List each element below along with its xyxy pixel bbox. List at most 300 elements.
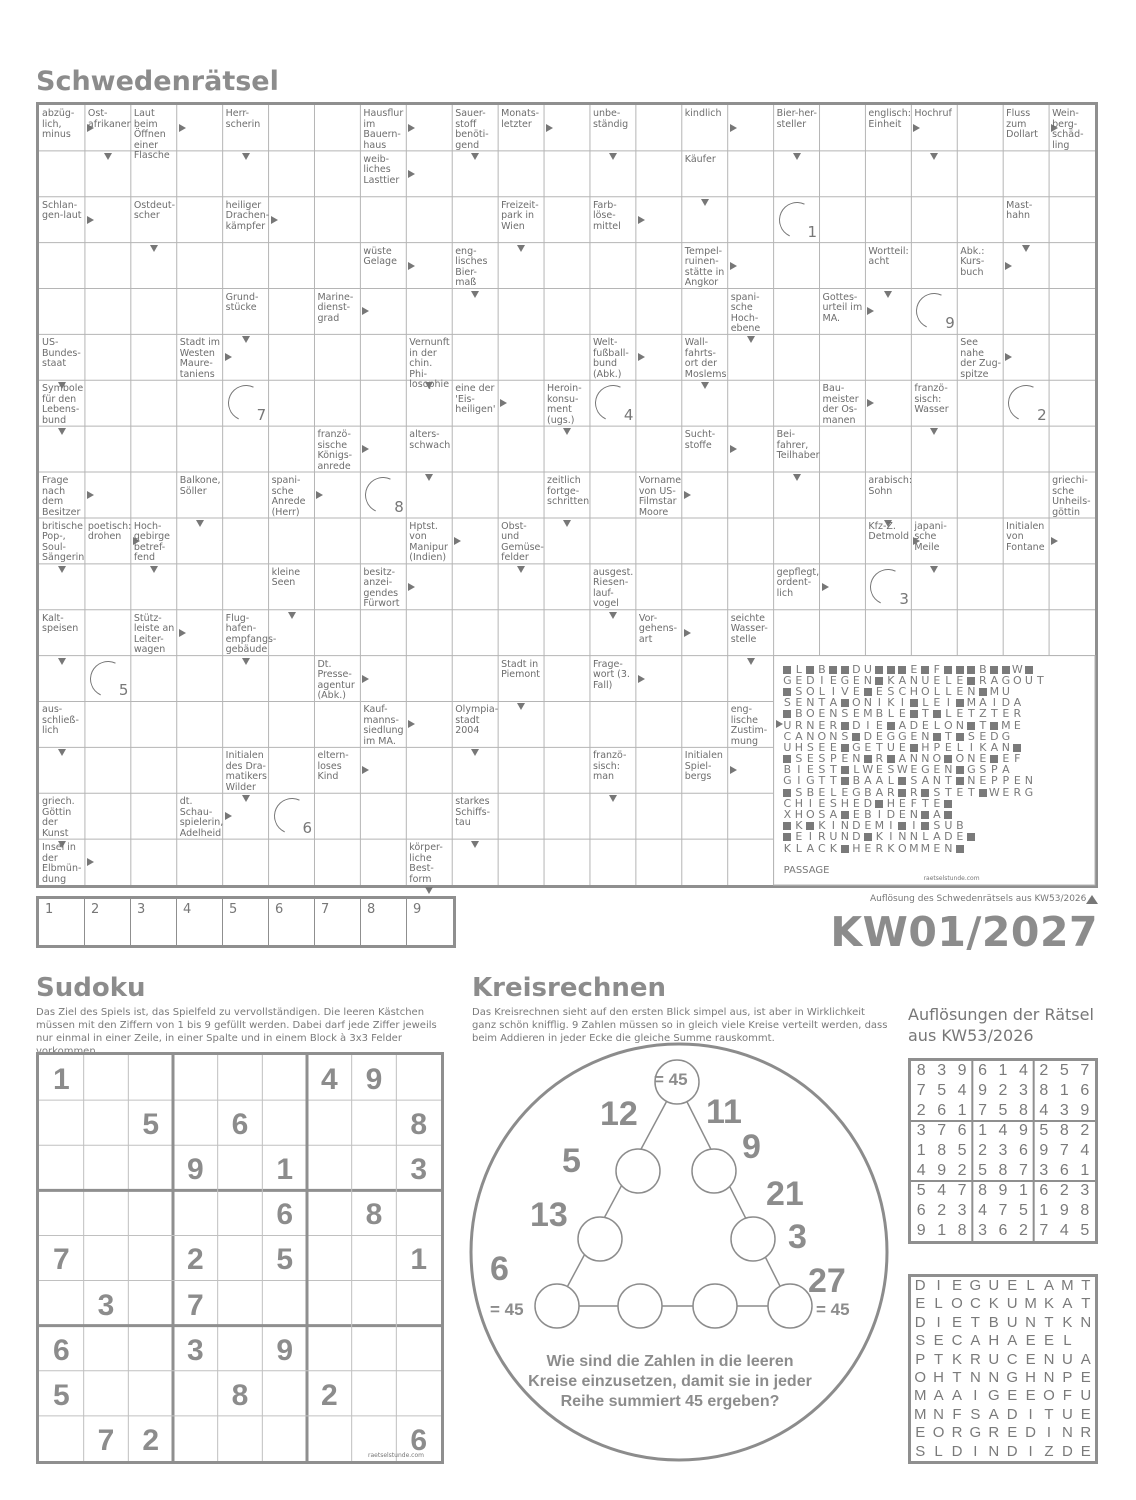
- code-cell[interactable]: 6: [269, 899, 315, 945]
- clue-arrow-icon: [87, 858, 94, 866]
- clue-arrow-icon: [867, 307, 874, 315]
- code-cell[interactable]: 3: [131, 899, 177, 945]
- kr-number: 9: [742, 1128, 761, 1166]
- clue-cell: heiliger Drachen-kämpfer: [225, 199, 270, 232]
- wordsearch-solution-cell: O: [914, 1369, 927, 1386]
- sudoku-solution-cell: 5: [916, 1182, 926, 1199]
- wordsearch-solution-cell: R: [969, 1350, 981, 1368]
- sudoku-solution-cell: 1: [957, 1102, 967, 1119]
- sudoku-grid[interactable]: [36, 1052, 444, 1464]
- wordsearch-solution-cell: B: [988, 1313, 999, 1331]
- wordsearch-solution-cell: E: [1007, 1277, 1018, 1294]
- wordsearch-solution-cell: M: [913, 1387, 927, 1405]
- clue-cell: Initialen von Fontane: [1006, 520, 1045, 553]
- sudoku-given: 7: [97, 1423, 115, 1457]
- clue-arrow-icon: [471, 841, 479, 848]
- clue-arrow-icon: [563, 520, 571, 527]
- clue-cell: wüste Gelage: [363, 245, 397, 268]
- sudoku-solution-cell: 7: [937, 1122, 947, 1139]
- clue-cell: Stadt in Piemont: [501, 658, 540, 681]
- sudoku-solution-cell: 3: [998, 1142, 1008, 1159]
- sudoku-solution-cell: 2: [1080, 1122, 1090, 1139]
- clue-arrow-icon: [425, 474, 433, 481]
- sudoku-given: 1: [52, 1063, 70, 1096]
- clue-arrow-icon: [408, 720, 415, 728]
- sudoku-solution-cell: 2: [1039, 1062, 1049, 1079]
- sudoku-solution-cell: 1: [978, 1122, 987, 1139]
- clue-arrow-icon: [196, 520, 204, 527]
- clue-cell: Schlan-gen-laut: [42, 199, 82, 222]
- clue-cell: britische Pop-, Soul-Sängerin: [42, 520, 85, 564]
- sudoku-title: Sudoku: [36, 973, 146, 1003]
- sudoku-given: 4: [320, 1063, 338, 1096]
- clue-cell: weib-liches Lasttier: [363, 153, 400, 186]
- wordsearch-solution-cell: I: [1028, 1442, 1033, 1460]
- clue-arrow-icon: [1022, 245, 1030, 252]
- sudoku-solution-cell: 3: [978, 1222, 987, 1239]
- sudoku-solution-cell: 8: [937, 1142, 947, 1159]
- sudoku-given: 5: [276, 1243, 293, 1277]
- sudoku-solution-cell: 2: [978, 1142, 987, 1159]
- clue-arrow-icon: [609, 795, 617, 802]
- sudoku-solution-cell: 8: [978, 1182, 987, 1199]
- wordsearch-solution-cell: C: [951, 1332, 963, 1350]
- sudoku-solution-cell: 5: [1018, 1202, 1028, 1219]
- wordsearch-solution-cell: N: [1061, 1424, 1073, 1442]
- sudoku-solution-cell: 1: [916, 1142, 926, 1159]
- wordsearch-solution-cell: T: [952, 1369, 962, 1386]
- solution-code-boxes: [36, 896, 456, 948]
- sudoku-solution-cell: 4: [957, 1082, 967, 1099]
- code-cell[interactable]: 2: [85, 899, 131, 945]
- sudoku-solution-cell: 7: [957, 1182, 967, 1199]
- answer-circle: [693, 1284, 737, 1328]
- wordsearch-solution-cell: K: [1043, 1295, 1054, 1313]
- code-cell[interactable]: 4: [177, 899, 223, 945]
- wordsearch-solution-cell: I: [1028, 1405, 1033, 1423]
- sudoku-given: 3: [186, 1333, 204, 1367]
- wordsearch-solution-cell: K: [988, 1295, 999, 1313]
- clue-arrow-icon: [747, 658, 755, 665]
- sudoku-given: 9: [365, 1063, 383, 1096]
- sudoku-given: 1: [276, 1153, 293, 1187]
- clue-cell: See nahe der Zug-spitze: [960, 337, 1002, 380]
- clue-arrow-icon: [867, 399, 874, 407]
- clue-arrow-icon: [454, 537, 461, 545]
- wordsearch-solution-cell: T: [970, 1313, 980, 1331]
- clue-arrow-icon: [563, 428, 571, 435]
- wordsearch-solution-cell: I: [936, 1277, 941, 1294]
- wordsearch-solution-cell: D: [1061, 1442, 1073, 1460]
- solution-row: X H O S A E B I D E N A: [782, 809, 1047, 820]
- sudoku-solution-cell: 6: [1039, 1182, 1049, 1199]
- sudoku-given: 7: [52, 1243, 70, 1277]
- clue-arrow-icon: [150, 245, 158, 252]
- clue-arrow-icon: [638, 675, 645, 683]
- wordsearch-solution-cell: D: [914, 1313, 926, 1331]
- wordsearch-solution-cell: E: [1025, 1387, 1036, 1405]
- code-cell[interactable]: 8: [361, 899, 407, 945]
- clue-cell: Mast-hahn: [1006, 199, 1033, 222]
- wordsearch-solution-cell: D: [1025, 1424, 1036, 1442]
- sudoku-given: 5: [52, 1378, 70, 1412]
- wordsearch-solution-cell: N: [933, 1405, 944, 1423]
- wordsearch-solution-cell: A: [988, 1405, 999, 1423]
- wordsearch-solution-cell: T: [1081, 1277, 1091, 1294]
- clue-arrow-icon: [408, 170, 415, 178]
- wordsearch-solution-cell: H: [988, 1332, 1000, 1350]
- wordsearch-solution-cell: M: [913, 1405, 927, 1423]
- sudoku-solution-cell: 2: [957, 1162, 967, 1179]
- clue-cell: Flug-hafen-empfangs-gebäude: [225, 612, 277, 656]
- sudoku-given: 8: [231, 1378, 249, 1412]
- sudoku-solution-cell: 7: [998, 1202, 1008, 1219]
- clue-arrow-icon: [362, 766, 369, 774]
- sudoku-solution-cell: 7: [916, 1082, 926, 1099]
- wordsearch-solution-cell: U: [1061, 1405, 1073, 1423]
- clue-cell: Hoch-gebirge betref-fend: [133, 520, 170, 564]
- clue-arrow-icon: [930, 566, 938, 573]
- sudoku-solution-cell: 5: [1080, 1222, 1090, 1239]
- sudoku-solution-cell: 1: [1018, 1182, 1028, 1199]
- solution-row: U H S E E G E T U E H P E L I K A N: [782, 742, 1047, 753]
- wordsearch-solution-cell: E: [915, 1295, 926, 1313]
- clue-arrow-icon: [730, 445, 737, 453]
- clue-arrow-icon: [87, 491, 94, 499]
- clue-cell: US-Bundes-staat: [42, 337, 81, 370]
- sudoku-solution-cell: 4: [916, 1162, 926, 1179]
- clue-cell: Fluss zum Dollart: [1006, 108, 1039, 140]
- clue-arrow-icon: [517, 703, 525, 710]
- wordsearch-solution-cell: D: [1006, 1442, 1018, 1460]
- clue-arrow-icon: [500, 399, 507, 407]
- sudoku-solution-cell: 9: [937, 1162, 947, 1179]
- kr-number: 27: [808, 1262, 846, 1300]
- sudoku-solution-cell: 9: [1059, 1202, 1069, 1219]
- clue-cell: Monats-letzter: [501, 108, 540, 130]
- sudoku-source: raetselstunde.com: [368, 1452, 424, 1459]
- answer-circle: [731, 1217, 775, 1261]
- clue-cell: aus-schließ-lich: [42, 704, 79, 737]
- clue-cell: Vorname von US-Filmstar Moore: [638, 475, 682, 518]
- clue-arrow-icon: [242, 153, 250, 160]
- wordsearch-solution-cell: E: [915, 1424, 926, 1442]
- wordsearch-solution-cell: N: [988, 1442, 1000, 1460]
- clue-arrow-icon: [316, 491, 323, 499]
- wordsearch-solution-cell: N: [1043, 1350, 1055, 1368]
- clue-cell: kindlich: [684, 108, 722, 119]
- wordsearch-solution-cell: T: [934, 1350, 944, 1368]
- circle-number: 5: [118, 681, 129, 700]
- sudoku-given: 6: [410, 1423, 427, 1457]
- clue-cell: Hausflur im Bauern-haus: [363, 108, 404, 151]
- wordsearch-solution-cell: K: [1062, 1313, 1073, 1331]
- clue-cell: englisch: Einheit: [868, 108, 911, 130]
- answer-circle: [768, 1284, 812, 1328]
- clue-cell: Marine-dienst-grad: [317, 291, 354, 324]
- wordsearch-solution-cell: M: [1061, 1277, 1074, 1294]
- clue-cell: franzö-sisch: man: [592, 750, 627, 783]
- sudoku-solution-cell: 8: [1059, 1122, 1069, 1139]
- wordsearch-solution-cell: N: [988, 1369, 1000, 1386]
- clue-arrow-icon: [58, 566, 66, 573]
- clue-arrow-icon: [517, 566, 525, 573]
- wordsearch-solution-cell: U: [1006, 1295, 1018, 1313]
- sudoku-given: 1: [410, 1243, 427, 1277]
- clue-arrow-icon: [179, 124, 186, 132]
- sum-right: = 45: [816, 1300, 850, 1319]
- clue-cell: spani-sche Anrede (Herr): [271, 475, 306, 518]
- sudoku-solution-cell: 7: [978, 1102, 987, 1119]
- wordsearch-solution-cell: D: [1006, 1405, 1018, 1423]
- wordsearch-solution-cell: E: [1043, 1332, 1054, 1350]
- wordsearch-solution-cell: C: [1006, 1350, 1018, 1368]
- clue-arrow-icon: [471, 749, 479, 756]
- sudoku-solution-cell: 5: [998, 1102, 1008, 1119]
- clue-cell: Bau-meister der Os-manen: [822, 383, 859, 426]
- wordsearch-solution-cell: O: [932, 1424, 945, 1442]
- clue-cell: Ostdeut-scher: [133, 199, 176, 222]
- clue-arrow-icon: [362, 307, 369, 315]
- clue-arrow-icon: [638, 353, 645, 361]
- clue-arrow-icon: [684, 629, 691, 637]
- clue-cell: kleine Seen: [271, 566, 301, 589]
- clue-cell: körper-liche Best-form: [409, 842, 443, 885]
- clue-cell: griech. Göttin der Kunst: [42, 796, 75, 839]
- sudoku-solution-cell: 8: [1018, 1102, 1028, 1119]
- clue-cell: Bier-her-steller: [776, 108, 817, 130]
- solution-row: C A N O N S D E G G E N T S E D G: [783, 729, 1011, 743]
- clue-arrow-icon: [793, 153, 801, 160]
- sudoku-given: 3: [97, 1288, 115, 1322]
- wordsearch-solution-cell: H: [933, 1369, 944, 1386]
- sudoku-given: 6: [276, 1198, 293, 1232]
- clue-arrow-icon: [288, 612, 296, 619]
- sudoku-given: 6: [52, 1333, 70, 1367]
- wordsearch-solution-cell: E: [1007, 1424, 1018, 1442]
- clue-cell: alters-schwach: [409, 429, 451, 451]
- clue-cell: dt. Schau-spielerin, Adelheid: [179, 796, 224, 839]
- clue-cell: Hochruf: [914, 108, 952, 119]
- solutions-title: Auflösungen der Rätsel aus KW53/2026: [908, 1005, 1094, 1045]
- clue-cell: eng-lisches Bier-maß: [455, 245, 488, 289]
- schwedenraetsel-title: Schwedenrätsel: [36, 66, 279, 97]
- sudoku-solution-cell: 6: [1059, 1162, 1069, 1179]
- sudoku-solution-cell: 6: [957, 1122, 967, 1139]
- solution-row: G E D I E G E N K A N U E L E R A G O U T: [783, 673, 1044, 687]
- clue-arrow-icon: [150, 566, 158, 573]
- clue-cell: Farb-löse-mittel: [592, 199, 621, 232]
- wordsearch-solution-cell: L: [1026, 1277, 1035, 1294]
- sudoku-solution-cell: 5: [978, 1162, 987, 1179]
- sudoku-given: 2: [186, 1243, 204, 1277]
- clue-cell: Wall-fahrts-ort der Moslems: [684, 337, 727, 380]
- sudoku-solution-cell: 6: [998, 1222, 1008, 1239]
- clue-arrow-icon: [471, 291, 479, 298]
- sudoku-given: 7: [186, 1288, 204, 1322]
- wordsearch-solution-cell: A: [1043, 1277, 1054, 1294]
- kreisrechnen-description: Das Kreisrechnen sieht auf den ersten Blick simpel aus, ist aber in Wirklichkeit ganz schön knifflig. 9 Zahlen müssen so in gleich viele Kreise verteilt werden, dass beim Addieren in jeder Ecke die gleiche Summe rauskommt.: [472, 1007, 888, 1044]
- wordsearch-solution-cell: N: [969, 1369, 981, 1386]
- wordsearch-solution-cell: P: [915, 1350, 926, 1368]
- solution-note: Auflösung des Schwedenrätsels aus KW53/2026: [870, 894, 1087, 904]
- sudoku-solution-cell: 3: [1018, 1082, 1028, 1099]
- clue-arrow-icon: [730, 766, 737, 774]
- sudoku-given: 9: [186, 1153, 204, 1187]
- sudoku-solution-cell: 8: [1080, 1202, 1090, 1219]
- wordsearch-solution-cell: R: [1080, 1424, 1092, 1442]
- clue-cell: griechi-sche Unheils-göttin: [1052, 475, 1091, 518]
- circle-number: 6: [302, 819, 313, 838]
- wordsearch-solution-cell: M: [1024, 1295, 1037, 1313]
- clue-arrow-icon: [730, 262, 737, 270]
- wordsearch-solution-cell: A: [1062, 1295, 1073, 1313]
- clue-cell: japani-sche Meile: [914, 520, 947, 553]
- sudoku-given: 8: [365, 1198, 383, 1232]
- clue-arrow-icon: [271, 216, 278, 224]
- clue-arrow-icon: [609, 153, 617, 160]
- wordsearch-solution-cell: O: [1043, 1387, 1055, 1405]
- clue-arrow-icon: [1005, 262, 1012, 270]
- clue-arrow-icon: [684, 491, 691, 499]
- sudoku-solution-cell: 2: [937, 1202, 947, 1219]
- wordsearch-solution-cell: U: [988, 1350, 1000, 1368]
- code-cell[interactable]: 1: [39, 899, 85, 945]
- wordsearch-solution-cell: S: [970, 1405, 981, 1423]
- kreisrechnen-question: Wie sind die Zahlen in die leeren Kreise einzusetzen, damit sie in jeder Reihe summiert 45 ergeben?: [528, 1353, 812, 1410]
- triangle-icon: [1086, 895, 1098, 904]
- sudoku-solution-cell: 8: [916, 1062, 926, 1079]
- clue-arrow-icon: [58, 658, 66, 665]
- clue-cell: Gottes-urteil im MA.: [822, 291, 863, 324]
- clue-arrow-icon: [225, 812, 232, 820]
- clue-arrow-icon: [546, 124, 553, 132]
- wordsearch-solution-cell: N: [1025, 1313, 1036, 1331]
- wordsearch-solution-cell: G: [969, 1424, 982, 1442]
- clue-arrow-icon: [179, 629, 186, 637]
- sudoku-solution-cell: 5: [1039, 1122, 1049, 1139]
- clue-arrow-icon: [58, 428, 66, 435]
- clue-cell: Käufer: [684, 153, 716, 165]
- code-cell[interactable]: 7: [315, 899, 361, 945]
- wordsearch-solution-cell: T: [1044, 1405, 1054, 1423]
- clue-cell: eng-lische Zustim-mung: [730, 704, 768, 747]
- wordsearch-solution-cell: G: [1006, 1369, 1019, 1386]
- wordsearch-solution-cell: L: [934, 1442, 943, 1460]
- clue-cell: Laut beim Öffnen einer Flasche: [133, 108, 170, 161]
- wordsearch-solution-cell: E: [951, 1313, 962, 1331]
- wordsearch-solution-cell: E: [1025, 1350, 1036, 1368]
- clue-arrow-icon: [425, 887, 433, 894]
- wordsearch-solution-cell: G: [987, 1387, 1000, 1405]
- solution-row: B I E S T L W E S W E G E N G S P A: [783, 763, 1010, 777]
- code-cell[interactable]: 5: [223, 899, 269, 945]
- answer-circle: [616, 1149, 660, 1193]
- wordsearch-solution-cell: E: [1080, 1442, 1091, 1460]
- kr-number: 6: [490, 1250, 509, 1288]
- clue-cell: Sauer-stoff benöti-gend: [455, 108, 489, 151]
- sudoku-solution-cell: 1: [1080, 1162, 1090, 1179]
- solution-row: K K I N D E M I I S U B: [782, 820, 1047, 831]
- kr-number: 11: [706, 1093, 742, 1131]
- circle-number: 9: [945, 314, 955, 333]
- clue-cell: starkes Schiffs-tau: [455, 796, 491, 829]
- wordsearch-solution-cell: U: [988, 1277, 1000, 1294]
- clue-arrow-icon: [408, 583, 415, 591]
- clue-cell: Initialen Spiel-bergs: [684, 750, 723, 783]
- clue-arrow-icon: [822, 583, 829, 591]
- wordsearch-solution-cell: S: [915, 1332, 926, 1350]
- solution-row: C H I E S H E D H E F T E: [782, 798, 1047, 809]
- sudoku-solution-cell: 9: [957, 1062, 967, 1079]
- crossword-source: raetselstunde.com: [923, 875, 980, 882]
- sudoku-solution-cell: 1: [937, 1222, 947, 1239]
- answer-circle: [618, 1284, 662, 1328]
- sudoku-solution-cell: 9: [1039, 1142, 1049, 1159]
- kr-number: 3: [788, 1218, 807, 1256]
- clue-cell: Heroin-konsu-ment (ugs.): [547, 383, 582, 426]
- sudoku-solution-cell: 9: [998, 1182, 1008, 1199]
- clue-arrow-icon: [362, 675, 369, 683]
- clue-cell: Balkone, Söller: [179, 475, 221, 497]
- clue-cell: Obst- und Gemüse-felder: [501, 520, 544, 564]
- sudoku-solution-cell: 9: [916, 1222, 926, 1239]
- clue-arrow-icon: [517, 245, 525, 252]
- clue-cell: besitz-anzei-gendes Fürwort: [363, 566, 400, 610]
- solution-word: PASSAGE: [783, 865, 830, 876]
- wordsearch-solution-cell: E: [933, 1332, 944, 1350]
- sudoku-solution-cell: 5: [1059, 1062, 1069, 1079]
- clue-cell: Frage-wort (3. Fall): [592, 658, 630, 691]
- circle-number: 4: [623, 406, 634, 425]
- clue-cell: Sucht-stoffe: [684, 429, 716, 451]
- clue-arrow-icon: [884, 291, 892, 298]
- clue-cell: Kalt-speisen: [42, 612, 79, 635]
- kr-number: 21: [766, 1175, 804, 1213]
- clue-cell: franzö-sisch: Wasser: [914, 383, 949, 416]
- clue-cell: eine der 'Eis-heiligen': [455, 383, 496, 416]
- wordsearch-solution-cell: A: [951, 1387, 962, 1405]
- solution-row: U R N E R D I E A D E L O N T M E: [783, 718, 1021, 732]
- wordsearch-solution-cell: S: [915, 1442, 926, 1460]
- sudoku-solution-cell: 8: [1039, 1082, 1049, 1099]
- wordsearch-solution-cell: D: [951, 1442, 963, 1460]
- circle-number: 2: [1037, 406, 1047, 425]
- code-cell[interactable]: 9: [413, 902, 422, 917]
- wordsearch-solution-cell: A: [1007, 1332, 1018, 1350]
- clue-cell: arabisch: Sohn: [868, 475, 913, 497]
- clue-cell: unbe-ständig: [592, 108, 629, 130]
- sum-top: = 45: [654, 1070, 688, 1089]
- sudoku-solution-cell: 2: [916, 1102, 926, 1119]
- sudoku-solution-cell: 4: [1039, 1102, 1049, 1119]
- sudoku-solution-cell: 4: [998, 1122, 1008, 1139]
- wordsearch-solution-cell: U: [1061, 1350, 1073, 1368]
- sudoku-solution-cell: 4: [978, 1202, 987, 1219]
- wordsearch-solution-cell: U: [1080, 1387, 1092, 1405]
- wordsearch-solution-cell: T: [1081, 1295, 1091, 1313]
- wordsearch-solution-cell: L: [934, 1295, 943, 1313]
- wordsearch-solution-cell: U: [1006, 1313, 1018, 1331]
- clue-cell: Vernunft in der chin. Phi-losophie: [409, 337, 450, 391]
- clue-arrow-icon: [638, 216, 645, 224]
- wordsearch-solution-cell: A: [970, 1332, 981, 1350]
- clue-arrow-icon: [225, 353, 232, 361]
- clue-cell: Wein-berg-schäd-ling: [1052, 108, 1084, 151]
- sudoku-given: 3: [410, 1153, 427, 1187]
- clue-cell: Welt-fußball-bund (Abk.): [592, 337, 629, 380]
- sudoku-solution-cell: 7: [1059, 1142, 1069, 1159]
